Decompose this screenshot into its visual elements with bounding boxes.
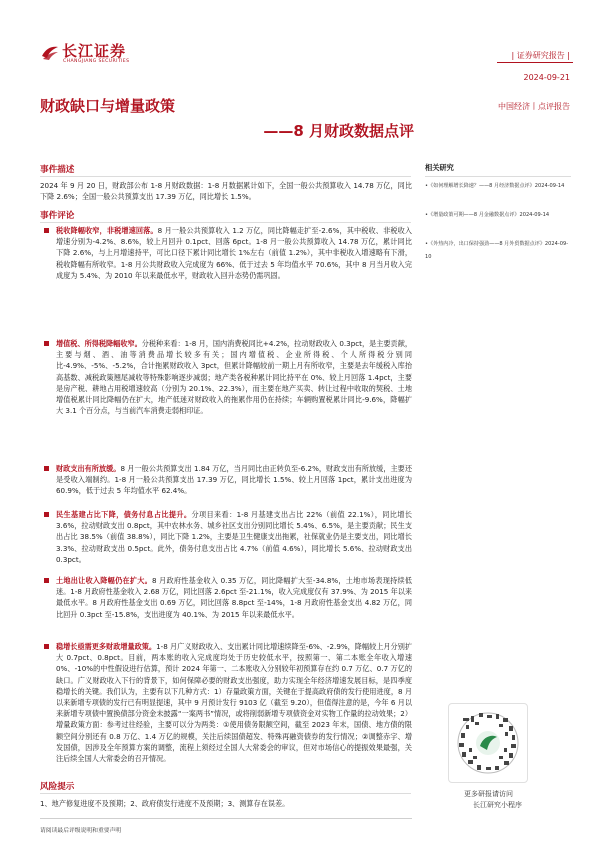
- risk-text: 1、地产修复进度不及预期；2、政府债发行进度不及预期；3、测算存在误差。: [40, 799, 290, 808]
- bullet-text: 分项目来看：1-8 月基建支出占比 22%（前值 22.1%），同比增长 3.6%，拉动财政支出 0.8pct，其中农林水务、城乡社区支出分别同比增长 5.4%、6.5%，是主要贡献；民生支出占比 38.5%（前值 38.8%），同比下降 1.2%，主要是卫生健康支出拖累，社保就业仍是主要支出，同比增长 3.3%、拉动财政支出 0.5pct。此外，债务付息支出占比 4.7%（前值 4.6%），同比增长 5.6%、拉动财政支出 0.3pct。: [56, 510, 412, 564]
- logo-text: 长江证券: [62, 42, 127, 60]
- section-divider: [40, 176, 411, 177]
- section-divider: [40, 793, 411, 794]
- event-heading: 事件描述: [40, 165, 75, 175]
- related-heading: 相关研究: [425, 163, 454, 172]
- bullet-text: 8 月一般公共预算收入 1.2 万亿，同比降幅走扩至-2.6%，其中税收、非税收入增速分别为-4.2%、8.6%，较上月回升 0.1pct、回落 6pct。1-8 月一般公共预算收入 14.78 万亿，累计同比下降 2.6%，与上月增速持平，可比口径下累计同比增长 1%左右（前值 1.2%），其中非税收入增速略有下滑，税收降幅有所收窄。1-8 月公共财政收入完成度为 66%、低于过去 5 年均值水平 70.6%，其中 8 月当月收入完成度为 5.4%、为 2010 年以来最低水平，财政收入回升态势仍需巩固。: [56, 226, 412, 280]
- page-title: 财政缺口与增量政策: [40, 97, 176, 115]
- risk-heading: 风险提示: [40, 782, 75, 792]
- bullet-lead: 增值税、所得税降幅收窄。: [56, 339, 142, 348]
- qr-code[interactable]: [448, 703, 528, 783]
- bullet-marker: [44, 228, 49, 233]
- header-divider: [497, 62, 573, 63]
- bullet-text: 8 月一般公共预算支出 1.84 万亿，当月同比由正转负至-6.2%，财政支出有所放缓，主要还是受收入端制约。1-8 月一般公共预算支出 17.39 万亿，同比增长 1.5%、较上月回落 1pct，累计支出进度为 60.9%，低于过去 5 年均值水平 62.4%。: [56, 464, 412, 496]
- bullet-lead: 稳增长亟需更多财政增量政策。: [56, 642, 157, 651]
- bullet-1: [40, 225, 412, 281]
- related-item[interactable]: •《外热内冷，出口保持强劲——8 月外贸数据点评》2024-09-10: [425, 241, 569, 260]
- event-text: 2024 年 9 月 20 日，财政部公布 1-8 月财政数据：1-8 月数据累计如下，全国一般公共预算收入 14.78 万亿，同比下降 2.6%；全国一般公共预算支出 17.39 万亿，同比增长 1.5%。: [40, 181, 412, 202]
- bullet-4: [40, 509, 412, 565]
- logo-subtext: CHANGJIANG SECURITIES: [63, 59, 130, 64]
- bullet-3: [40, 463, 412, 497]
- bullet-marker: [44, 341, 49, 346]
- report-category: 中国经济丨点评报告: [498, 102, 570, 111]
- bullet-marker: [44, 578, 49, 583]
- bullet-2: [40, 338, 412, 416]
- comment-heading: 事件评论: [40, 211, 75, 221]
- bullet-text: 8 月政府性基金收入 0.35 万亿，同比降幅扩大至-34.8%，土地市场表现持续低迷。1-8 月政府性基金收入 2.68 万亿，同比回落 2.6pct 至-21.1%，收入完成度仅有 37.9%、为 2015 年以来最低水平。8 月政府性基金支出 0.69 万亿，同比回落 8.8pct 至-14%，1-8 月政府性基金支出 4.82 万亿，同比回升 0.3pct 至-15.8%，支出进度为 40.1%、为 2015 年以来最低水平。: [56, 576, 412, 619]
- related-item[interactable]: •《如何理解增长降速？——8 月经济数据点评》2024-09-14: [425, 183, 565, 189]
- section-divider: [40, 222, 411, 223]
- logo-mark-icon: [40, 42, 60, 62]
- related-divider: [425, 176, 571, 177]
- bullet-marker: [44, 512, 49, 517]
- report-type: | 证券研究报告 |: [511, 51, 570, 60]
- bullet-lead: 税收降幅收窄，非税增速回落。: [56, 226, 158, 235]
- bullet-lead: 财政支出有所放缓。: [56, 464, 121, 473]
- bullet-5: [40, 575, 412, 620]
- qr-caption-1: 更多研报请访问: [464, 790, 513, 798]
- bullet-lead: 民生基建占比下降，债务付息占比提升。: [56, 510, 192, 519]
- footer-note: 请阅读最后评级说明和重要声明: [40, 828, 122, 834]
- qr-caption-2: 长江研究小程序: [473, 801, 522, 809]
- bullet-6: [40, 641, 412, 764]
- bullet-marker: [44, 466, 49, 471]
- bullet-marker: [44, 644, 49, 649]
- report-date: 2024-09-21: [523, 73, 570, 82]
- footer-divider: [40, 818, 412, 819]
- company-logo: [40, 40, 170, 68]
- bullet-lead: 土地出让收入降幅仍在扩大。: [56, 576, 152, 585]
- bullet-text: 分税种来看：1-8 月，国内消费税同比+4.2%，拉动财政收入 0.3pct，是主要贡献，主要与烟、酒、油等消费品增长较多有关；国内增值税、企业所得税、个人所得税分别同比-4.9%、-5%、-5.2%，合计拖累财政收入 3pct，但累计降幅较前一期上月有所收窄，主要是去年缓税入库抬高基数、减税政策翘尾减收等特殊影响逐步减弱；地产类各税种累计同比持平在 0%、较上月回落 1.4pct，主要是房产税、耕地占用税增速较高（分别为 20.1%、22.3%），而主要在地产买卖、转让过程中收取的契税、土地增值税累计同比降幅仍在扩大，地产低迷对财政收入的拖累作用仍在持续；车辆购置税累计同比-9.6%，降幅扩大 3.1 个百分点，与当前汽车消费走弱相印证。: [56, 339, 412, 416]
- qr-code-icon: [449, 704, 527, 782]
- bullet-text: 1-8 月广义财政收入、支出累计同比增速续降至-6%、-2.9%，降幅较上月分别扩大 0.7pct、0.8pct。目前，两本账的收入完成度均处于历史较低水平，按照第一、第二本账全年收入增速 0%、-10%的中性假设进行估算，预计 2024 年第一、二本账收入分别较年初预算存在约 0.7 万亿、0.7 万亿的缺口。广义财政收入下行的背景下，如何保障必要的财政支出强度，助力实现全年经济增速发展目标，是四季度稳增长的关键。我们认为，主要有以下几种方式：1）存量政策方面，关键在于提高政府债的发行使用进度，8 月以来新增专项债的发行已有明显提速，其中 9 月预计发行 9103 亿（截至 9.20），但值得注意的是，今年 6 月以来新增专项债中置换债部分资金未披露“一案两书”情况，或将削弱新增专项债资金对实物工作量的拉动效果；2）增量政策方面：参考过往经验，主要可以分为两类：①使用债务限额空间，截至 2023 年末，国债、地方债的限额空间分别还有 0.8 万亿、1.4 万亿的规模，关注后续国债超发、特殊再融资债券的发行情况；②调整赤字、增发国债，因涉及全年预算方案的调整，流程上须经过全国人大常委会的审议，但对市场信心的提振效果最强，关注后续全国人大常委会的召开情况。: [56, 642, 412, 764]
- related-item[interactable]: •《增量政策可期——8 月金融数据点评》2024-09-14: [425, 212, 550, 218]
- page-subtitle: ——8 月财政数据点评: [263, 122, 414, 140]
